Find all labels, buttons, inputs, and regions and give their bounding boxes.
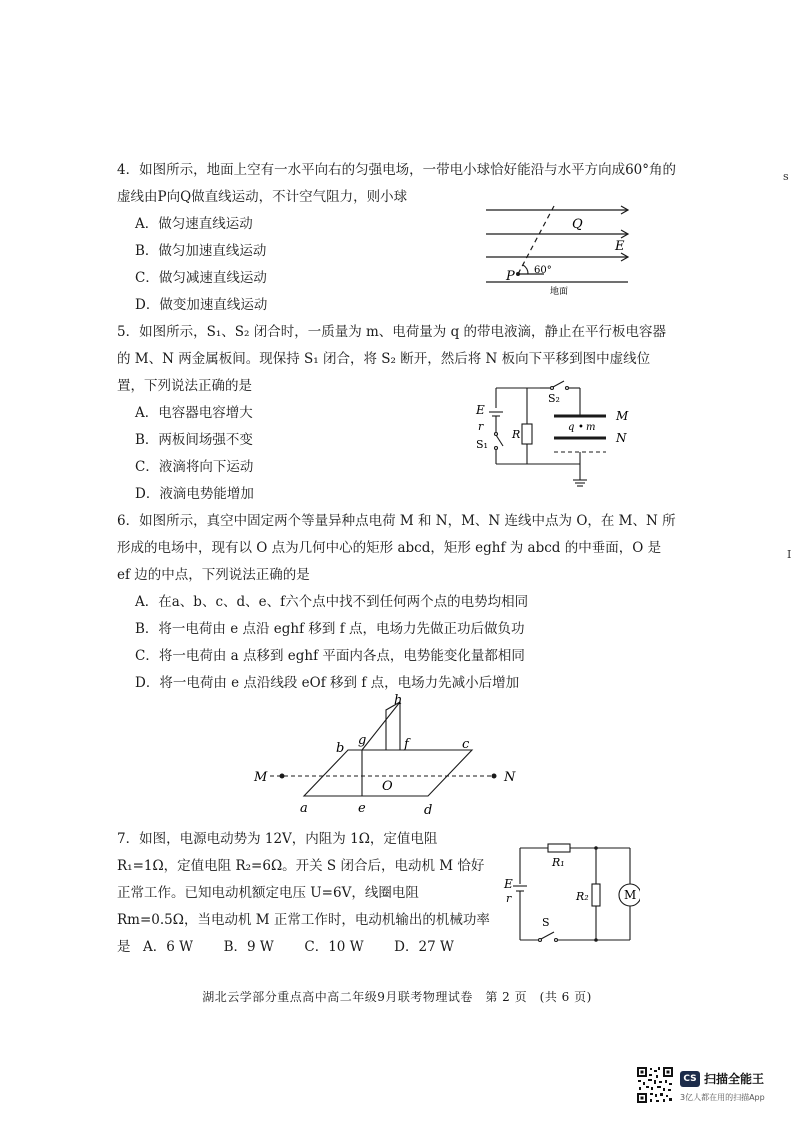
question-6-option-a: A．在a、b、c、d、e、f六个点中找不到任何两个点的电势均相同 <box>135 594 529 610</box>
point-c-label: c <box>462 737 470 752</box>
plate-m-label: M <box>616 409 629 423</box>
question-7-option-a: A．6 W <box>143 939 194 955</box>
margin-mark: I <box>787 548 792 561</box>
camscanner-logo: CS <box>680 1071 700 1087</box>
switch-s2-label: S₂ <box>548 392 560 405</box>
emf-label: E <box>476 403 485 417</box>
droplet-dot: • <box>578 422 584 433</box>
charge-m-label: M <box>254 770 268 785</box>
question-7-option-d: D．27 W <box>394 939 454 955</box>
question-7-stem: 7．如图，电源电动势为 12V，内阻为 1Ω，定值电阻 R₁=1Ω，定值电阻 R₂=6Ω。开关 S 闭合后，电动机 M 恰好正常工作。已知电动机额定电压 U=6V，线圈电阻 Rm=0.5Ω，当电动机 M 正常工作时，电动机输出的机械功率是 <box>117 831 490 955</box>
capacitor-circuit <box>472 380 642 496</box>
question-6-option-b: B．将一电荷由 e 点沿 eghf 移到 f 点，电场力先做正功后做负功 <box>135 621 525 637</box>
question-5-option-d: D．液滴电势能增加 <box>135 486 254 502</box>
question-5-option-b: B．两板间场强不变 <box>135 432 253 448</box>
question-5-option-c: C．液滴将向下运动 <box>135 459 254 475</box>
question-7-option-c: C．10 W <box>304 939 364 955</box>
question-7-option-b: B．9 W <box>223 939 274 955</box>
question-6-option-c: C．将一电荷由 a 点移到 eghf 平面内各点，电势能变化量都相同 <box>135 648 525 664</box>
motor-circuit <box>500 838 640 950</box>
app-name: 扫描全能王 <box>704 1072 765 1086</box>
plate-n-label: N <box>616 431 627 445</box>
question-4-option-a: A．做匀速直线运动 <box>135 216 253 232</box>
question-7-figure <box>500 838 640 950</box>
charge-n-label: N <box>504 770 516 785</box>
question-5-option-a: A．电容器电容增大 <box>135 405 253 421</box>
motor-label: M <box>624 888 637 902</box>
point-g-label: g <box>358 733 367 748</box>
point-o-label: O <box>382 779 393 794</box>
angle-label: 60° <box>534 265 552 276</box>
label-e: E <box>615 239 625 254</box>
point-f-label: f <box>404 737 409 752</box>
point-h-label: h <box>394 693 403 708</box>
switch-s1-label: S₁ <box>476 438 488 451</box>
r2-label: R₂ <box>576 890 589 903</box>
question-6-stem: 6．如图所示，真空中固定两个等量异种点电荷 M 和 N，M、N 连线中点为 O，在 M、N 所形成的电场中，现有以 O 点为几何中心的矩形 abcd，矩形 eghf 为 abcd 的中垂面，O 是 ef 边的中点，下列说法正确的是 <box>117 513 676 583</box>
question-4-figure <box>482 200 634 300</box>
scanner-badge <box>636 1066 786 1112</box>
field-diagram <box>482 200 634 300</box>
qr-code-icon <box>636 1066 674 1104</box>
question-7-options <box>117 934 497 961</box>
label-q: Q <box>572 217 583 232</box>
switch-s-label: S <box>542 916 550 929</box>
ground-label: 地面 <box>550 287 569 297</box>
charge-plane-diagram <box>248 690 528 825</box>
internal-r-label: r <box>478 420 484 433</box>
label-p: P <box>506 269 515 284</box>
r1-label: R₁ <box>552 856 565 869</box>
point-d-label: d <box>424 803 433 818</box>
question-4-stem: 4．如图所示，地面上空有一水平向右的匀强电场，一带电小球恰好能沿与水平方向成60°角的虚线由P向Q做直线运动，不计空气阻力，则小球 <box>117 162 677 205</box>
question-4-option-d: D．做变加速直线运动 <box>135 297 268 313</box>
question-6-option-d: D．将一电荷由 e 点沿线段 eOf 移到 f 点，电场力先减小后增加 <box>135 675 520 691</box>
page-footer: 湖北云学部分重点高中高二年级9月联考物理试卷 第 2 页 (共 6 页) <box>202 990 592 1004</box>
mass-label: m <box>586 422 596 433</box>
resistor-label: R <box>512 428 521 441</box>
question-5-figure <box>472 380 642 496</box>
question-4-option-b: B．做匀加速直线运动 <box>135 243 267 259</box>
charge-label: q <box>568 422 575 433</box>
emf-label: E <box>504 877 513 891</box>
margin-mark: s <box>783 170 789 183</box>
question-5-stem: 5．如图所示，S₁、S₂ 闭合时，一质量为 m、电荷量为 q 的带电液滴，静止在平行板电容器的 M、N 两金属板间。现保持 S₁ 闭合，将 S₂ 断开，然后将 N 板向下平移到图中虚线位置，下列说法正确的是 <box>117 324 667 394</box>
app-tagline: 3亿人都在用的扫描App <box>680 1093 765 1102</box>
question-6-figure <box>248 690 528 825</box>
point-b-label: b <box>336 741 345 756</box>
question-4-option-c: C．做匀减速直线运动 <box>135 270 267 286</box>
point-a-label: a <box>300 801 308 816</box>
point-e-label: e <box>358 801 366 816</box>
question-6 <box>117 508 677 697</box>
internal-r-label: r <box>506 892 512 905</box>
